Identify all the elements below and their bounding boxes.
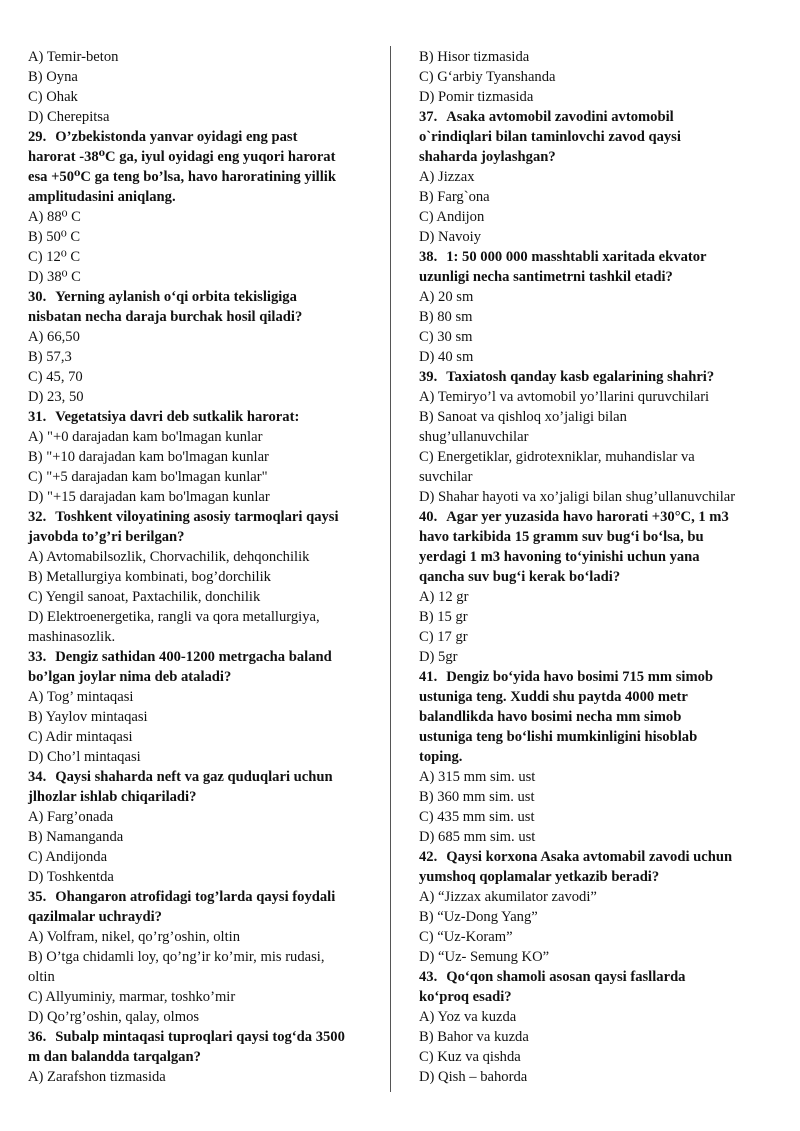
question-text: Dengiz sathidan 400-1200 metrgacha baland	[55, 649, 332, 665]
question-number: 43.	[419, 969, 438, 985]
question-text: o`rindiqlari bilan taminlovchi zavod qaysi	[419, 129, 681, 145]
question-text: ustuniga teng bo‘lishi mumkinligini hisoblab	[419, 729, 698, 745]
question-text: amplitudasini aniqlang.	[28, 189, 176, 205]
answer-option-line: shug’ullanuvchilar	[419, 429, 529, 445]
answer-option: B) “Uz-Dong Yang”	[419, 909, 538, 925]
question-text-line	[419, 527, 781, 547]
question-number: 40.	[419, 509, 438, 525]
answer-option: A) Farg’onada	[28, 809, 114, 825]
question-heading	[28, 647, 378, 667]
question-number: 36.	[28, 1029, 47, 1045]
answer-option: B) 360 mm sim. ust	[419, 789, 535, 805]
question-text-line	[28, 787, 378, 807]
question-text: havo tarkibida 15 gramm suv bug‘i bo‘lsa, bu	[419, 529, 704, 545]
question-text-line	[419, 147, 781, 167]
answer-option: C) 435 mm sim. ust	[419, 809, 535, 825]
question-heading	[28, 507, 378, 527]
question-number: 31.	[28, 409, 47, 425]
question-text: nisbatan necha daraja burchak hosil qiladi?	[28, 309, 303, 325]
answer-option-line: B) O’tga chidamli loy, qo’ng’ir ko’mir, mis rudasi,	[28, 949, 325, 965]
answer-option: A) Zarafshon tizmasida	[28, 1069, 166, 1085]
question-heading	[419, 847, 781, 867]
question-text-line	[419, 547, 781, 567]
question-heading	[28, 127, 378, 147]
question-text: Vegetatsiya davri deb sutkalik harorat:	[55, 409, 300, 425]
question-heading	[419, 247, 781, 267]
answer-option: B) Metallurgiya kombinati, bog’dorchilik	[28, 569, 271, 585]
answer-option: C) 12⁰ C	[28, 249, 81, 265]
answer-option: C) Andijon	[419, 209, 485, 225]
question-text: O’zbekistonda yanvar oyidagi eng past	[55, 129, 298, 145]
question-text: qancha suv bug‘i kerak bo‘ladi?	[419, 569, 621, 585]
answer-option: D) Cho’l mintaqasi	[28, 749, 141, 765]
question-text: shaharda joylashgan?	[419, 149, 556, 165]
answer-option-line: D) Elektroenergetika, rangli va qora metallurgiya,	[28, 609, 320, 625]
answer-option: C) Andijonda	[28, 849, 108, 865]
answer-option: B) "+10 darajadan kam bo'lmagan kunlar	[28, 449, 269, 465]
question-text-line	[28, 187, 378, 207]
column-divider	[390, 46, 391, 1092]
answer-option: C) 17 gr	[419, 629, 468, 645]
question-text-line	[419, 707, 781, 727]
question-text: Toshkent viloyatining asosiy tarmoqlari qaysi	[55, 509, 339, 525]
answer-option: D) 5gr	[419, 649, 458, 665]
question-text: Ohangaron atrofidagi tog’larda qaysi foydali	[55, 889, 336, 905]
question-text: Yerning aylanish o‘qi orbita tekisligiga	[55, 289, 297, 305]
question-text: harorat -38⁰C ga, iyul oyidagi eng yuqori harorat	[28, 149, 336, 165]
question-text-line	[419, 747, 781, 767]
answer-option: C) G‘arbiy Tyanshanda	[419, 69, 556, 85]
question-text: Asaka avtomobil zavodini avtomobil	[446, 109, 674, 125]
left-column	[28, 47, 378, 1087]
answer-option: C) "+5 darajadan kam bo'lmagan kunlar"	[28, 469, 268, 485]
question-text-line	[28, 1047, 378, 1067]
answer-option-line: C) Energetiklar, gidrotexniklar, muhandislar va	[419, 449, 695, 465]
question-text-line	[419, 687, 781, 707]
question-text: Qaysi shaharda neft va gaz quduqlari uchun	[55, 769, 333, 785]
question-text-line	[28, 307, 378, 327]
question-heading	[419, 507, 781, 527]
answer-option: D) 23, 50	[28, 389, 84, 405]
answer-option: B) 80 sm	[419, 309, 473, 325]
answer-option: C) Adir mintaqasi	[28, 729, 133, 745]
question-heading	[28, 887, 378, 907]
question-number: 39.	[419, 369, 438, 385]
question-text-line	[419, 127, 781, 147]
answer-option: C) 45, 70	[28, 369, 83, 385]
answer-option: A) “Jizzax akumilator zavodi”	[419, 889, 597, 905]
question-number: 41.	[419, 669, 438, 685]
answer-option: C) Ohak	[28, 89, 78, 105]
answer-option: B) 57,3	[28, 349, 72, 365]
question-heading	[419, 367, 781, 387]
answer-option: C) “Uz-Koram”	[419, 929, 513, 945]
answer-option: D) Toshkentda	[28, 869, 114, 885]
question-number: 34.	[28, 769, 47, 785]
answer-option: D) "+15 darajadan kam bo'lmagan kunlar	[28, 489, 270, 505]
question-text-line	[419, 987, 781, 1007]
answer-option: A) Jizzax	[419, 169, 475, 185]
answer-option: A) 88⁰ C	[28, 209, 81, 225]
answer-option: A) Temir-beton	[28, 49, 119, 65]
question-number: 32.	[28, 509, 47, 525]
answer-option: D) “Uz- Semung KO”	[419, 949, 550, 965]
question-number: 42.	[419, 849, 438, 865]
answer-option: D) 38⁰ C	[28, 269, 81, 285]
question-text-line	[28, 907, 378, 927]
answer-option: A) Volfram, nikel, qo’rg’oshin, oltin	[28, 929, 241, 945]
answer-option: A) "+0 darajadan kam bo'lmagan kunlar	[28, 429, 263, 445]
question-text-line	[28, 147, 378, 167]
question-text: javobda to’g’ri berilgan?	[28, 529, 185, 545]
question-text: yumshoq qoplamalar yetkazib beradi?	[419, 869, 660, 885]
question-text-line	[28, 667, 378, 687]
answer-option: D) Pomir tizmasida	[419, 89, 534, 105]
question-text: 1: 50 000 000 masshtabli xaritada ekvator	[446, 249, 707, 265]
question-number: 38.	[419, 249, 438, 265]
answer-option: B) Yaylov mintaqasi	[28, 709, 148, 725]
question-number: 30.	[28, 289, 47, 305]
answer-option-line: mashinasozlik.	[28, 629, 116, 645]
answer-option: C) 30 sm	[419, 329, 473, 345]
question-number: 37.	[419, 109, 438, 125]
answer-option: B) 50⁰ C	[28, 229, 81, 245]
question-text: esa +50⁰C ga teng bo’lsa, havo haroratining yillik	[28, 169, 336, 185]
answer-option: D) Cherepitsa	[28, 109, 110, 125]
question-text: toping.	[419, 749, 463, 765]
question-text-line	[419, 267, 781, 287]
question-text: uzunligi necha santimetrni tashkil etadi?	[419, 269, 673, 285]
question-text: Agar yer yuzasida havo harorati +30°C, 1 m3	[446, 509, 729, 525]
question-heading	[28, 767, 378, 787]
question-text-line	[28, 167, 378, 187]
question-text-line	[419, 567, 781, 587]
answer-option: B) Bahor va kuzda	[419, 1029, 529, 1045]
answer-option: A) 66,50	[28, 329, 80, 345]
answer-option: C) Yengil sanoat, Paxtachilik, donchilik	[28, 589, 261, 605]
question-number: 29.	[28, 129, 47, 145]
answer-option: A) 315 mm sim. ust	[419, 769, 536, 785]
question-text: jlhozlar ishlab chiqariladi?	[28, 789, 197, 805]
question-text: Taxiatosh qanday kasb egalarining shahri?	[446, 369, 715, 385]
question-text: bo’lgan joylar nima deb ataladi?	[28, 669, 232, 685]
answer-option: B) Farg`ona	[419, 189, 490, 205]
question-text: m dan balandda tarqalgan?	[28, 1049, 201, 1065]
question-heading	[28, 407, 378, 427]
question-text: Qaysi korxona Asaka avtomabil zavodi uchun	[446, 849, 733, 865]
question-text-line	[28, 527, 378, 547]
question-text: qazilmalar uchraydi?	[28, 909, 162, 925]
question-heading	[28, 1027, 378, 1047]
answer-option: B) Namanganda	[28, 829, 124, 845]
answer-option: A) 20 sm	[419, 289, 474, 305]
question-text: ko‘proq esadi?	[419, 989, 512, 1005]
answer-option: B) 15 gr	[419, 609, 468, 625]
answer-option: D) 40 sm	[419, 349, 474, 365]
answer-option: D) Navoiy	[419, 229, 482, 245]
answer-option-line: oltin	[28, 969, 55, 985]
question-number: 33.	[28, 649, 47, 665]
answer-option: A) 12 gr	[419, 589, 469, 605]
answer-option: A) Tog’ mintaqasi	[28, 689, 134, 705]
answer-option: A) Temiryo’l va avtomobil yo’llarini quruvchilari	[419, 389, 710, 405]
right-column	[419, 47, 781, 1087]
question-heading	[28, 287, 378, 307]
question-number: 35.	[28, 889, 47, 905]
answer-option: D) Qo’rg’oshin, qalay, olmos	[28, 1009, 200, 1025]
answer-option: B) Hisor tizmasida	[419, 49, 530, 65]
answer-option: B) Oyna	[28, 69, 78, 85]
answer-option: A) Yoz va kuzda	[419, 1009, 517, 1025]
answer-option-line: suvchilar	[419, 469, 473, 485]
answer-option: D) 685 mm sim. ust	[419, 829, 536, 845]
question-heading	[419, 967, 781, 987]
answer-option-line: B) Sanoat va qishloq xo’jaligi bilan	[419, 409, 627, 425]
question-text-line	[419, 867, 781, 887]
question-text: balandlikda havo bosimi necha mm simob	[419, 709, 682, 725]
answer-option: D) Qish – bahorda	[419, 1069, 528, 1085]
answer-option: C) Allyuminiy, marmar, toshko’mir	[28, 989, 236, 1005]
question-heading	[419, 667, 781, 687]
question-text: ustuniga teng. Xuddi shu paytda 4000 metr	[419, 689, 688, 705]
question-text: Subalp mintaqasi tuproqlari qaysi tog‘da 3500	[55, 1029, 345, 1045]
question-text: Qo‘qon shamoli asosan qaysi fasllarda	[446, 969, 686, 985]
answer-option: D) Shahar hayoti va xo’jaligi bilan shug’ullanuvchilar	[419, 489, 736, 505]
question-heading	[419, 107, 781, 127]
question-text: Dengiz bo‘yida havo bosimi 715 mm simob	[446, 669, 714, 685]
answer-option: C) Kuz va qishda	[419, 1049, 521, 1065]
question-text-line	[419, 727, 781, 747]
question-text: yerdagi 1 m3 havoning to‘yinishi uchun yana	[419, 549, 700, 565]
answer-option: A) Avtomabilsozlik, Chorvachilik, dehqonchilik	[28, 549, 310, 565]
